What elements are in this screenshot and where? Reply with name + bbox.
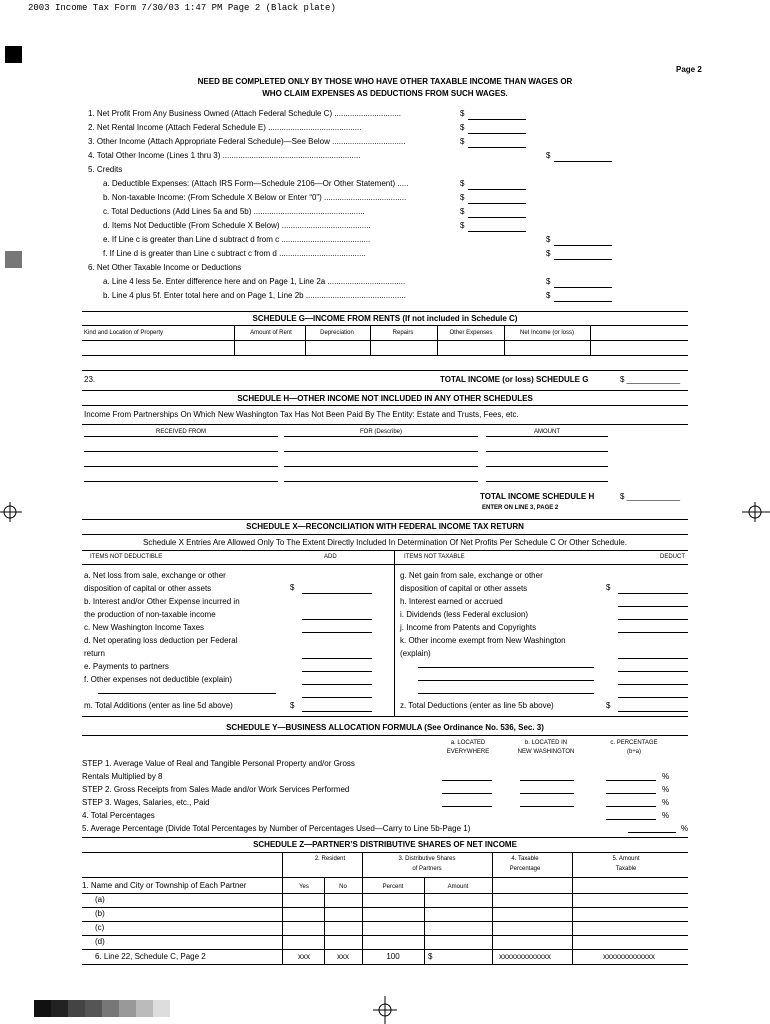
line-label: d. Items Not Deductible (From Schedule X Below) ........................................ <box>103 222 371 230</box>
amount-input[interactable] <box>468 133 526 134</box>
schedule-h-enter-note: ENTER ON LINE 3, PAGE 2 <box>482 505 559 511</box>
pct-sign: % <box>662 772 670 781</box>
schedule-h-row-input[interactable] <box>84 451 278 452</box>
amount-input[interactable] <box>554 245 612 246</box>
schedule-h-col-received: RECEIVED FROM <box>155 429 206 435</box>
schedule-g-total-input[interactable]: $ ____________ <box>620 375 681 384</box>
schedule-x-left-item: c. New Washington Income Taxes <box>84 623 205 632</box>
x-h-input[interactable] <box>618 606 688 607</box>
schedule-z-h-dist1: 3. Distributive Shares <box>398 856 456 862</box>
schedule-y-step-1b: Rentals Multiplied by 8 <box>82 772 163 781</box>
y-1b-input[interactable] <box>520 780 574 781</box>
schedule-y-col-c2: (b÷a) <box>627 749 641 755</box>
line-label: e. If Line c is greater than Line d subtract d from c ........................................ <box>103 236 371 244</box>
x-k3-input[interactable] <box>618 684 688 685</box>
schedule-h-row-input[interactable] <box>284 481 478 482</box>
line-label: 4. Total Other Income (Lines 1 thru 3) .............................................................. <box>88 152 361 160</box>
dollar-sign: $ <box>460 221 465 230</box>
schedule-y-step-5: 5. Average Percentage (Divide Total Percentages by Number of Percentages Used—Carry to Line 5b-Page 1) <box>82 824 471 833</box>
dollar-sign: $ <box>606 701 611 710</box>
dollar-sign: $ <box>606 583 611 592</box>
line-label: 1. Net Profit From Any Business Owned (Attach Federal Schedule C) .............................. <box>88 110 402 118</box>
schedule-y-step-1: STEP 1. Average Value of Real and Tangible Personal Property and/or Gross <box>82 759 355 768</box>
schedule-x-left-item: return <box>84 649 105 658</box>
schedule-z-last-amt: $ <box>428 952 433 961</box>
schedule-z-row-a: (a) <box>95 895 105 904</box>
schedule-z-last-yes: xxx <box>298 952 310 961</box>
schedule-z-h-amount2: Taxable <box>615 866 637 872</box>
schedule-x-right-head: ITEMS NOT TAXABLE <box>404 554 465 560</box>
schedule-x-left-item: f. Other expenses not deductible (explain) <box>84 675 233 684</box>
amount-input[interactable] <box>468 217 526 218</box>
schedule-g-line-no: 23. <box>84 375 96 384</box>
schedule-z-last-no: xxx <box>337 952 349 961</box>
schedule-h-title: SCHEDULE H—OTHER INCOME NOT INCLUDED IN ANY OTHER SCHEDULES <box>237 394 533 403</box>
intro-line-1: NEED BE COMPLETED ONLY BY THOSE WHO HAVE OTHER TAXABLE INCOME THAN WAGES OR <box>197 77 573 86</box>
schedule-z-row-b: (b) <box>95 909 105 918</box>
schedule-x-left-item: disposition of capital or other assets <box>84 584 212 593</box>
schedule-x-left-item: b. Interest and/or Other Expense incurred in <box>84 597 240 606</box>
print-slug: 2003 Income Tax Form 7/30/03 1:47 PM Page 2 (Black plate) <box>28 3 336 13</box>
dollar-sign: $ <box>546 151 551 160</box>
dollar-sign: $ <box>546 291 551 300</box>
schedule-h-row-input[interactable] <box>284 466 478 467</box>
schedule-x-subtitle: Schedule X Entries Are Allowed Only To The Extent Directly Included In Determination Of Net Profits Per Schedule C Or Other Schedule. <box>143 538 627 547</box>
y-3c-input[interactable] <box>606 806 656 807</box>
y-4c-input[interactable] <box>606 819 656 820</box>
left-crosshair-icon <box>0 500 22 524</box>
schedule-y-col-c1: c. PERCENTAGE <box>610 740 658 746</box>
schedule-g-col-other: Other Expenses <box>449 330 493 336</box>
dollar-sign: $ <box>460 179 465 188</box>
schedule-h-col-amount: AMOUNT <box>534 429 560 435</box>
x-f-input[interactable] <box>302 684 372 685</box>
schedule-h-col-for: FOR (Describe) <box>359 429 402 435</box>
x-i-input[interactable] <box>618 619 688 620</box>
page-label: Page 2 <box>676 65 702 74</box>
schedule-z-yes: Yes <box>299 884 309 890</box>
schedule-z-h-taxable2: Percentage <box>509 866 541 872</box>
schedule-y-step-2: STEP 2. Gross Receipts from Sales Made and/or Work Services Performed <box>82 785 350 794</box>
line-label: f. If Line d is greater than Line c subtract c from d ....................................... <box>103 250 366 258</box>
amount-input[interactable] <box>554 287 612 288</box>
schedule-h-subtitle: Income From Partnerships On Which New Washington Tax Has Not Been Paid By The Entity: Estate and Trusts, Fees, etc. <box>84 410 519 419</box>
schedule-x-left-item: d. Net operating loss deduction per Federal <box>84 636 238 645</box>
schedule-y-step-4: 4. Total Percentages <box>82 811 155 820</box>
line-label: 2. Net Rental Income (Attach Federal Schedule E) .......................................... <box>88 124 362 132</box>
pct-sign: % <box>662 798 670 807</box>
schedule-z-h-taxable1: 4. Taxable <box>511 856 539 862</box>
amount-input[interactable] <box>554 259 612 260</box>
dollar-sign: $ <box>546 235 551 244</box>
schedule-x-right-total: z. Total Deductions (enter as line 5b above) <box>400 701 554 710</box>
x-f-explain-input[interactable] <box>98 693 276 694</box>
right-crosshair-icon <box>742 500 770 524</box>
gray-scale-bar <box>34 1000 170 1017</box>
schedule-g-col-rent: Amount of Rent <box>250 330 292 336</box>
schedule-h-row-input[interactable] <box>486 481 608 482</box>
schedule-g-col-property: Kind and Location of Property <box>84 330 164 336</box>
schedule-y-col-a1: a. LOCATED <box>450 740 486 746</box>
line-label: b. Line 4 plus 5f. Enter total here and on Page 1, Line 2b ............................................. <box>103 292 406 300</box>
line-label: 3. Other Income (Attach Appropriate Federal Schedule)—See Below ................................. <box>88 138 406 146</box>
schedule-x-right-item: k. Other income exempt from New Washington <box>400 636 566 645</box>
amount-input[interactable] <box>468 231 526 232</box>
x-k-explain-input[interactable] <box>418 667 594 668</box>
schedule-g-col-depreciation: Depreciation <box>320 330 354 336</box>
registration-mark-black <box>5 46 22 63</box>
y-2c-input[interactable] <box>606 793 656 794</box>
x-c-input[interactable] <box>302 632 372 633</box>
line-label: 6. Net Other Taxable Income or Deductions <box>88 264 242 272</box>
dollar-sign: $ <box>290 583 295 592</box>
y-2b-input[interactable] <box>520 793 574 794</box>
x-e-input[interactable] <box>302 671 372 672</box>
schedule-x-left-item: a. Net loss from sale, exchange or other <box>84 571 226 580</box>
line-label: c. Total Deductions (Add Lines 5a and 5b) .................................................. <box>103 208 365 216</box>
schedule-h-row-input[interactable] <box>284 451 478 452</box>
dollar-sign: $ <box>460 207 465 216</box>
amount-input[interactable] <box>468 189 526 190</box>
y-1a-input[interactable] <box>442 780 492 781</box>
schedule-z-amount: Amount <box>447 884 469 890</box>
schedule-x-right-item: j. Income from Patents and Copyrights <box>400 623 537 632</box>
schedule-g-total-label: TOTAL INCOME (or loss) SCHEDULE G <box>440 375 589 384</box>
schedule-x-right-item: i. Dividends (less Federal exclusion) <box>400 610 529 619</box>
y-3b-input[interactable] <box>520 806 574 807</box>
schedule-h-row-input[interactable] <box>486 451 608 452</box>
x-a-input[interactable] <box>302 593 372 594</box>
schedule-x-left-total: m. Total Additions (enter as line 5d above) <box>84 701 233 710</box>
schedule-g-col-repairs: Repairs <box>392 330 414 336</box>
dollar-sign: $ <box>460 137 465 146</box>
schedule-x-left-head: ITEMS NOT DEDUCTIBLE <box>90 554 163 560</box>
schedule-z-row-c: (c) <box>95 923 105 932</box>
dollar-sign: $ <box>460 109 465 118</box>
schedule-y-col-a2: EVERYWHERE <box>446 749 490 755</box>
line-label: 5. Credits <box>88 166 123 174</box>
schedule-x-title: SCHEDULE X—RECONCILIATION WITH FEDERAL INCOME TAX RETURN <box>246 522 524 531</box>
y-5c-input[interactable] <box>628 832 676 833</box>
x-k-explain-input[interactable] <box>418 693 594 694</box>
x-f2-input[interactable] <box>302 697 372 698</box>
x-k-explain-input[interactable] <box>418 680 594 681</box>
line-label: b. Non-taxable Income: (From Schedule X Below or Enter “0”) ..................................... <box>103 194 407 202</box>
registration-mark-gray <box>5 251 22 268</box>
x-k4-input[interactable] <box>618 697 688 698</box>
dollar-sign: $ <box>546 249 551 258</box>
dollar-sign: $ <box>460 123 465 132</box>
schedule-x-add-head: ADD <box>324 554 337 560</box>
schedule-h-row-input[interactable] <box>84 481 278 482</box>
y-1c-input[interactable] <box>606 780 656 781</box>
line-label: a. Line 4 less 5e. Enter difference here and on Page 1, Line 2a ................................... <box>103 278 406 286</box>
schedule-x-right-item: disposition of capital or other assets <box>400 584 528 593</box>
x-k-input[interactable] <box>618 658 688 659</box>
y-3a-input[interactable] <box>442 806 492 807</box>
amount-input[interactable] <box>468 203 526 204</box>
schedule-z-h-resident: 2. Resident <box>314 856 346 862</box>
dollar-sign: $ <box>546 277 551 286</box>
y-2a-input[interactable] <box>442 793 492 794</box>
intro-line-2: WHO CLAIM EXPENSES AS DEDUCTIONS FROM SUCH WAGES. <box>262 89 508 98</box>
schedule-z-row-d: (d) <box>95 937 105 946</box>
x-d-input[interactable] <box>302 658 372 659</box>
schedule-z-row-head: 1. Name and City or Township of Each Partner <box>82 881 247 890</box>
schedule-y-step-3: STEP 3. Wages, Salaries, etc., Paid <box>82 798 210 807</box>
schedule-y-col-b1: b. LOCATED IN <box>524 740 568 746</box>
amount-input[interactable] <box>468 147 526 148</box>
amount-input[interactable] <box>554 301 612 302</box>
dollar-sign: $ <box>290 701 295 710</box>
bottom-crosshair-icon <box>373 996 397 1024</box>
schedule-z-h-amount1: 5. Amount <box>612 856 640 862</box>
schedule-h-total-label: TOTAL INCOME SCHEDULE H <box>480 492 595 501</box>
schedule-h-row-input[interactable] <box>84 466 278 467</box>
schedule-z-last-amount: xxxxxxxxxxxxx <box>603 952 655 961</box>
line-label: a. Deductible Expenses: (Attach IRS Form—Schedule 2106—Or Other Statement) ..... <box>103 180 409 188</box>
x-k2-input[interactable] <box>618 671 688 672</box>
amount-input[interactable] <box>554 161 612 162</box>
dollar-sign: $ <box>460 193 465 202</box>
x-b-input[interactable] <box>302 619 372 620</box>
x-z-input[interactable] <box>618 711 688 712</box>
schedule-x-right-item: g. Net gain from sale, exchange or other <box>400 571 543 580</box>
schedule-z-h-dist2: of Partners <box>412 866 442 872</box>
schedule-x-right-item: (explain) <box>400 649 431 658</box>
schedule-y-title: SCHEDULE Y—BUSINESS ALLOCATION FORMULA (See Ordinance No. 536, Sec. 3) <box>226 723 544 732</box>
schedule-x-left-item: e. Payments to partners <box>84 662 169 671</box>
schedule-z-title: SCHEDULE Z—PARTNER’S DISTRIBUTIVE SHARES OF NET INCOME <box>253 840 517 849</box>
schedule-x-deduct-head: DEDUCT <box>660 554 685 560</box>
schedule-x-right-item: h. Interest earned or accrued <box>400 597 503 606</box>
schedule-g-title: SCHEDULE G—INCOME FROM RENTS (If not included in Schedule C) <box>252 314 518 323</box>
schedule-z-percent: Percent <box>382 884 404 890</box>
schedule-h-row-input[interactable] <box>486 466 608 467</box>
schedule-z-last-taxable: xxxxxxxxxxxxx <box>499 952 551 961</box>
schedule-z-no: No <box>339 884 347 890</box>
x-g-input[interactable] <box>618 593 688 594</box>
schedule-z-last-label: 6. Line 22, Schedule C, Page 2 <box>95 952 206 961</box>
x-m-input[interactable] <box>302 711 372 712</box>
amount-input[interactable] <box>468 119 526 120</box>
schedule-g-col-net: Net Income (or loss) <box>519 330 574 336</box>
pct-sign: % <box>681 824 689 833</box>
schedule-y-col-b2: NEW WASHINGTON <box>517 749 575 755</box>
x-j-input[interactable] <box>618 632 688 633</box>
schedule-z-last-pct: 100 <box>386 952 400 961</box>
schedule-x-left-item: the production of non-taxable income <box>84 610 216 619</box>
pct-sign: % <box>662 811 670 820</box>
pct-sign: % <box>662 785 670 794</box>
schedule-h-total-input[interactable]: $ ____________ <box>620 492 681 501</box>
